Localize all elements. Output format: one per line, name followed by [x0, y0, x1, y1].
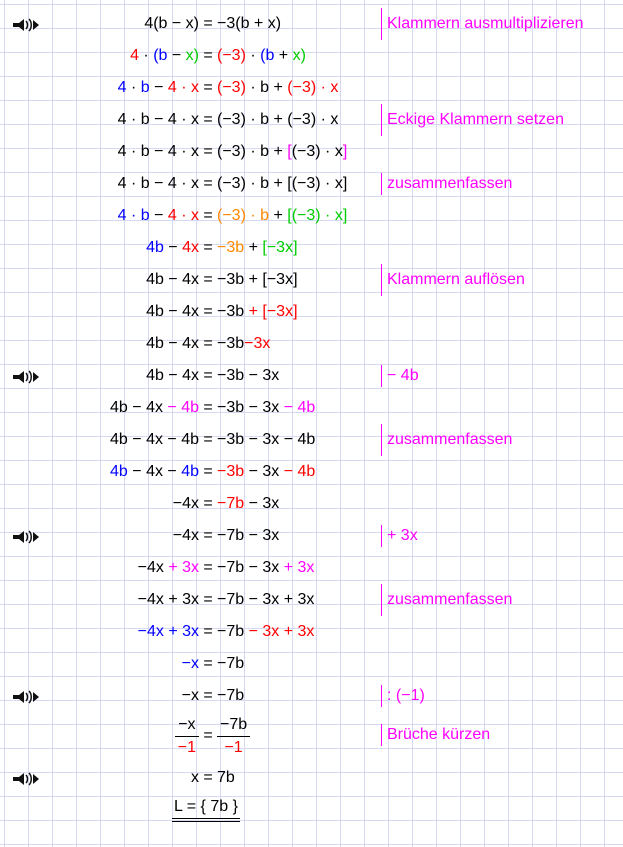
left-hand-side	[0, 47, 199, 65]
equation	[0, 72, 380, 104]
equation	[0, 392, 380, 424]
math-term: −3b − 3x	[217, 399, 284, 416]
math-term: −3b	[217, 335, 245, 352]
equation-line	[0, 616, 623, 648]
math-term: 4 · b − 4 · x	[117, 111, 199, 128]
equals-sign: =	[203, 335, 213, 352]
math-term: −3x	[244, 335, 271, 352]
right-hand-side	[217, 463, 315, 481]
left-hand-side	[0, 769, 199, 787]
left-hand-side	[0, 207, 199, 225]
annotation-note: zusammenfassen	[381, 584, 512, 616]
math-term: (−3)	[217, 79, 246, 96]
right-hand-side	[217, 79, 338, 97]
math-term: (−3) · x	[291, 143, 343, 160]
math-term: −7b	[217, 495, 245, 512]
math-term: 7b	[217, 769, 235, 786]
equation-line	[0, 360, 623, 392]
equation	[0, 456, 380, 488]
math-term: −7b	[217, 655, 245, 672]
annotation-note: Klammern auflösen	[381, 264, 525, 296]
equation-line	[0, 104, 623, 136]
math-term: −x	[181, 687, 199, 704]
math-term: +	[244, 239, 263, 256]
math-term: [(−3) · x]	[287, 207, 348, 224]
math-term: −	[149, 207, 168, 224]
equals-sign: =	[203, 431, 213, 448]
math-term: −3(b + x)	[217, 15, 282, 32]
math-term: 4 · x	[167, 207, 199, 224]
equation	[0, 200, 380, 232]
left-hand-side	[0, 143, 199, 161]
math-term: [−3x]	[262, 239, 298, 256]
right-hand-side	[217, 655, 244, 673]
equals-sign: =	[203, 623, 213, 640]
math-term: −3b	[217, 239, 245, 256]
math-term: −	[167, 47, 186, 64]
equation-line	[0, 712, 623, 760]
equation-line	[0, 680, 623, 712]
fraction-left	[175, 715, 199, 758]
left-hand-side	[0, 463, 199, 481]
equation-line	[0, 296, 623, 328]
equation	[0, 712, 380, 760]
equation	[0, 424, 380, 456]
equation	[0, 8, 380, 40]
equals-sign: =	[203, 47, 213, 64]
math-term: (−3) · b	[217, 207, 270, 224]
right-hand-side	[217, 239, 298, 257]
equation-line	[0, 168, 623, 200]
left-hand-side	[0, 495, 199, 513]
left-hand-side	[0, 111, 199, 129]
left-hand-side	[0, 271, 199, 289]
right-hand-side	[217, 303, 298, 321]
left-hand-side	[0, 559, 199, 577]
math-term: −4x + 3x	[137, 623, 199, 640]
left-hand-side	[0, 687, 199, 705]
numerator: −x	[175, 715, 198, 737]
math-term: 4b − 4x	[146, 303, 199, 320]
equation-line	[0, 392, 623, 424]
equation	[0, 762, 380, 794]
math-term: − 4b	[283, 463, 316, 480]
equation-line	[0, 456, 623, 488]
equals-sign: =	[203, 239, 213, 256]
right-hand-side	[217, 143, 347, 161]
equation-line	[0, 328, 623, 360]
math-term: + 3x	[283, 559, 315, 576]
left-hand-side	[0, 239, 199, 257]
math-term: ]	[342, 143, 348, 160]
equals-sign: =	[203, 591, 213, 608]
numerator: −7b	[217, 715, 250, 737]
equals-sign: =	[203, 175, 213, 192]
right-hand-side	[217, 15, 281, 33]
equals-sign: =	[203, 143, 213, 160]
equation-line	[0, 264, 623, 296]
math-term: (b	[260, 47, 275, 64]
annotation-note: Brüche kürzen	[381, 724, 490, 746]
right-hand-side	[217, 495, 279, 513]
math-term: 4x	[182, 239, 199, 256]
equation	[0, 136, 380, 168]
right-hand-side	[217, 687, 244, 705]
equals-sign: =	[203, 495, 213, 512]
equation	[0, 168, 380, 200]
equation-line	[0, 794, 623, 826]
right-hand-side	[217, 271, 298, 289]
right-hand-side	[217, 207, 347, 225]
equation	[0, 232, 380, 264]
math-term: −7b − 3x	[217, 559, 284, 576]
equation	[0, 328, 380, 360]
math-term: 4 · b	[117, 207, 150, 224]
equation-line	[0, 520, 623, 552]
right-hand-side	[217, 399, 315, 417]
math-term: + [−3x]	[244, 303, 298, 320]
math-term: (−3) · x	[287, 79, 339, 96]
equation	[0, 360, 380, 392]
math-term: −7b	[217, 623, 249, 640]
left-hand-side	[0, 655, 199, 673]
annotation-note: Eckige Klammern setzen	[381, 104, 564, 136]
math-term: − 3x	[244, 495, 280, 512]
math-term: ·	[138, 47, 154, 64]
math-term: −3b − 3x − 4b	[217, 431, 316, 448]
denominator: −1	[224, 738, 243, 756]
math-term: 4b	[181, 463, 199, 480]
math-term: −7b − 3x	[217, 527, 280, 544]
math-term: 4 · x	[167, 79, 199, 96]
equation	[0, 264, 380, 296]
equals-sign: =	[203, 367, 213, 384]
math-term: 4(b − x)	[144, 15, 199, 32]
equation	[0, 680, 380, 712]
math-term: ·	[126, 79, 141, 96]
equation	[0, 520, 380, 552]
equation-line	[0, 762, 623, 794]
right-hand-side	[217, 559, 314, 577]
right-hand-side	[217, 111, 338, 129]
left-hand-side	[0, 431, 199, 449]
equation-line	[0, 488, 623, 520]
equation-line	[0, 136, 623, 168]
equation-line	[0, 648, 623, 680]
math-term: − 4b	[167, 399, 199, 416]
left-hand-side	[0, 591, 199, 609]
equation	[0, 794, 380, 826]
math-term: x)	[185, 47, 199, 64]
math-term: · b +	[245, 79, 288, 96]
left-hand-side	[0, 367, 199, 385]
right-hand-side	[217, 47, 306, 65]
equation-line	[0, 584, 623, 616]
equals-sign: =	[203, 111, 213, 128]
denominator: −1	[177, 738, 196, 756]
equation-line	[0, 40, 623, 72]
math-term: 4b − 4x − 4b	[110, 431, 199, 448]
math-term: −x	[181, 655, 199, 672]
math-term: +	[274, 47, 293, 64]
equals-sign: =	[203, 303, 213, 320]
equation-line	[0, 200, 623, 232]
math-term: −3b	[217, 463, 245, 480]
solution-set: L = { 7b }	[172, 798, 240, 822]
math-term: (−3) · b + [(−3) · x]	[217, 175, 348, 192]
equation	[0, 296, 380, 328]
math-term: 4 · b − 4 · x	[117, 143, 199, 160]
math-term: x)	[292, 47, 306, 64]
equals-sign: =	[203, 727, 213, 744]
math-term: −4x	[172, 495, 199, 512]
math-term: 4b − 4x	[146, 271, 199, 288]
equation	[0, 552, 380, 584]
math-term: +	[269, 207, 288, 224]
math-term: −	[163, 239, 183, 256]
fraction-right	[217, 715, 250, 758]
math-term: [	[287, 143, 292, 160]
math-term: 4	[117, 79, 127, 96]
equals-sign: =	[203, 527, 213, 544]
math-term: (−3)	[217, 47, 246, 64]
equals-sign: =	[203, 463, 213, 480]
equation-line	[0, 424, 623, 456]
math-term: − 4b	[283, 399, 316, 416]
math-term: −4x + 3x	[137, 591, 199, 608]
annotation-note: : (−1)	[381, 685, 425, 707]
math-term: (−3) · b +	[217, 143, 288, 160]
left-hand-side	[0, 175, 199, 193]
math-term: −3b	[217, 303, 245, 320]
math-term: 4b	[146, 239, 164, 256]
math-term: −3b − 3x	[217, 367, 280, 384]
left-hand-side	[0, 303, 199, 321]
equation-line	[0, 232, 623, 264]
equals-sign: =	[203, 207, 213, 224]
math-term: (b	[153, 47, 168, 64]
math-term: 4b − 4x	[146, 335, 199, 352]
math-term: b	[140, 79, 150, 96]
equals-sign: =	[203, 79, 213, 96]
equation	[0, 584, 380, 616]
math-term: 4b − 4x	[146, 367, 199, 384]
right-hand-side	[217, 335, 270, 353]
left-hand-side	[0, 335, 199, 353]
equation	[0, 648, 380, 680]
equals-sign: =	[203, 687, 213, 704]
equals-sign: =	[203, 655, 213, 672]
left-hand-side	[0, 527, 199, 545]
equation	[0, 616, 380, 648]
right-hand-side	[217, 431, 315, 449]
equals-sign: =	[203, 271, 213, 288]
math-term: 4 · b − 4 · x	[117, 175, 199, 192]
left-hand-side	[0, 79, 199, 97]
equals-sign: =	[203, 559, 213, 576]
right-hand-side	[217, 527, 279, 545]
math-term: − 3x + 3x	[248, 623, 315, 640]
math-term: 4b − 4x	[110, 399, 168, 416]
annotation-note: + 3x	[381, 525, 418, 547]
math-term: −7b	[217, 687, 245, 704]
right-hand-side	[217, 367, 279, 385]
math-term: −3b + [−3x]	[217, 271, 298, 288]
math-term: 4b	[110, 463, 128, 480]
annotation-note: Klammern ausmultiplizieren	[381, 8, 584, 40]
equals-sign: =	[203, 399, 213, 416]
math-term: x	[191, 769, 199, 786]
equals-sign: =	[203, 15, 213, 32]
math-term: −	[149, 79, 168, 96]
math-term: (−3) · b + (−3) · x	[217, 111, 339, 128]
math-term: −4x	[137, 559, 169, 576]
math-term: + 3x	[168, 559, 199, 576]
annotation-note: − 4b	[381, 365, 419, 387]
equation	[0, 104, 380, 136]
math-term: 4	[130, 47, 139, 64]
right-hand-side	[217, 623, 314, 641]
right-hand-side	[217, 175, 347, 193]
left-hand-side	[0, 15, 199, 33]
math-term: ·	[245, 47, 261, 64]
left-hand-side	[0, 623, 199, 641]
right-hand-side	[217, 769, 235, 787]
math-term: − 3x	[244, 463, 284, 480]
equation-line	[0, 552, 623, 584]
equation-line	[0, 8, 623, 40]
math-term: − 4x −	[127, 463, 182, 480]
math-term: −4x	[172, 527, 199, 544]
left-hand-side	[0, 399, 199, 417]
math-term: −7b − 3x + 3x	[217, 591, 315, 608]
equation	[0, 40, 380, 72]
right-hand-side	[217, 591, 314, 609]
annotation-note: zusammenfassen	[381, 173, 512, 195]
equation-line	[0, 72, 623, 104]
equals-sign: =	[203, 769, 213, 786]
equation	[0, 488, 380, 520]
annotation-note: zusammenfassen	[381, 424, 512, 456]
